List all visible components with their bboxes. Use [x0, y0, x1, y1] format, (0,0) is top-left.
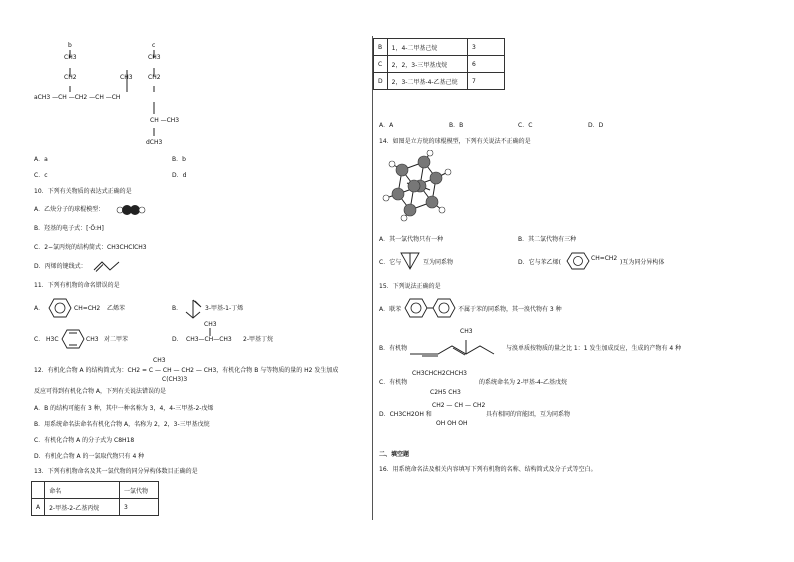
table-row: [374, 73, 505, 90]
q9-main-chain: aCH3 —CH —CH2 —CH —CH: [34, 94, 121, 101]
q11-c-name: 对二甲苯: [104, 336, 129, 343]
q12-option-c[interactable]: C．有机化合物 A 的分子式为 C8H18: [34, 437, 135, 444]
q11-a-name: 乙烯苯: [107, 305, 126, 312]
table-header-name: 命名: [45, 482, 120, 499]
biphenyl-icon: [404, 298, 456, 318]
q15-option-d-pre[interactable]: D．CH3CH2OH 和: [379, 411, 432, 418]
q12-top-ch3: CH3: [153, 357, 166, 364]
q15-d-top: CH2 — CH — CH2: [432, 402, 486, 409]
table-cell: B: [374, 39, 388, 56]
q13-table-continued: [373, 38, 505, 90]
propene-skeletal-icon: [92, 259, 122, 273]
table-row: [32, 499, 159, 516]
q11-b-name: 3-甲基-1-丁烯: [205, 305, 244, 312]
q15-b-ch3: CH3: [460, 328, 473, 335]
q14-stem: 14．如图是立方烷的球棍模型，下列有关说法不正确的是: [379, 138, 531, 145]
q11-option-d[interactable]: D．: [172, 336, 183, 343]
q9-ch3-c: CH3: [148, 54, 161, 61]
q10-stem: 10．下列有关物质的表达式正确的是: [34, 188, 132, 195]
q11-stem: 11．下列有机物的命名错误的是: [34, 282, 120, 289]
q9-dch3: dCH3: [146, 139, 163, 146]
q10-option-a[interactable]: A．乙炔分子的球棍模型：: [34, 206, 105, 213]
table-header-count: 一氯代物: [120, 482, 159, 499]
q11-option-b[interactable]: B．: [172, 305, 183, 312]
q9-option-b[interactable]: B．b: [172, 156, 186, 163]
q15-c-top: CH3CHCH2CHCH3: [412, 370, 467, 377]
q11-d-bond: [208, 328, 212, 336]
q11-d-name: 2-甲基丁烷: [243, 336, 273, 343]
q15-a-post: 不属于苯的同系物，其一溴代物有 3 种: [458, 306, 562, 313]
q10-option-b[interactable]: B．羟基的电子式：[·Ö:H]: [34, 225, 104, 232]
table-cell: 2-甲基-2-乙基丙烷: [45, 499, 120, 516]
q9-label-c: c: [152, 42, 156, 49]
q14-option-a[interactable]: A．其一氯代物只有一种: [379, 236, 444, 243]
q11-c-substituent: CH3: [86, 336, 99, 343]
table-cell: 2，3-二甲基-4-乙基己烷: [387, 73, 467, 90]
table-cell: 3: [468, 39, 505, 56]
q13-option-c[interactable]: C．C: [518, 122, 533, 129]
q13-table-top: [31, 481, 159, 516]
q14-option-c-pre[interactable]: C．它与: [379, 259, 402, 266]
q9-ch-ch3: CH —CH3: [150, 117, 180, 124]
q14-d-post: )互为同分异构体: [620, 259, 665, 266]
q14-option-d-pre[interactable]: D．它与苯乙烯(: [518, 259, 561, 266]
table-cell: [32, 482, 45, 499]
q9-ch3-mid: CH3: [120, 74, 133, 81]
q14-option-b[interactable]: B．其二氯代物有三种: [518, 236, 577, 243]
q11-option-c[interactable]: C．: [34, 336, 45, 343]
q10-option-d[interactable]: D．丙烯的键线式：: [34, 263, 87, 270]
q13-option-d[interactable]: D．D: [588, 122, 604, 129]
methylbutene-skeletal-icon: [184, 298, 204, 320]
q11-d-chain: CH3—CH—CH3: [186, 336, 232, 343]
q15-stem: 15．下列说法正确的是: [379, 283, 441, 290]
q15-d-bottom: OH OH OH: [436, 420, 468, 427]
q9-label-b: b: [68, 42, 72, 49]
q9-option-a[interactable]: A．a: [34, 156, 48, 163]
table-cell: D: [374, 73, 388, 90]
q9-option-c[interactable]: C．c: [34, 172, 48, 179]
table-cell: 2，2，3-三甲基戊烷: [387, 56, 467, 73]
q16-stem: 16．用系统命名法及相关内容填写下列有机物的名称、结构简式及分子式等空白。: [379, 466, 597, 473]
q15-b-post: 与溴单质按物质的量之比 1：1 发生加成反应，生成的产物有 4 种: [506, 345, 682, 352]
table-cell: 6: [468, 56, 505, 73]
table-cell: 3: [120, 499, 159, 516]
q14-c-post: 互为同系物: [423, 259, 454, 266]
table-cell: A: [32, 499, 45, 516]
q14-d-substituent: CH=CH2: [591, 255, 618, 262]
table-row: [32, 482, 159, 499]
q11-a-substituent: CH=CH2: [74, 305, 101, 312]
q9-option-d[interactable]: D．d: [172, 172, 187, 179]
q12-stem-line1: 12．有机化合物 A 的结构简式为：CH2 = C — CH — CH2 — CH3，有机化合物 B 与等物质的量的 H2 发生加成: [34, 367, 339, 374]
q15-b-diene-skeletal: [408, 336, 504, 362]
table-cell: 7: [468, 73, 505, 90]
acetylene-ball-stick-icon: [116, 203, 146, 217]
q12-option-d[interactable]: D．有机化合物 A 的一氯取代物只有 4 种: [34, 453, 145, 460]
q12-option-a[interactable]: A．B 的结构可能有 3 种，其中一种名称为 3，4，4-三甲基-2-戊烯: [34, 405, 214, 412]
cubane-ball-stick-icon: [374, 150, 464, 222]
q12-bottom-group: C(CH3)3: [162, 376, 188, 383]
q13-option-b[interactable]: B．B: [449, 122, 464, 129]
table-cell: C: [374, 56, 388, 73]
q13-option-a[interactable]: A．A: [379, 122, 394, 129]
styrene-ring-icon: [566, 252, 590, 270]
prismane-icon: [399, 251, 421, 271]
q11-c-substituent-left: H3C: [46, 336, 59, 343]
q12-option-b[interactable]: B．用系统命名法命名有机化合物 A，名称为 2，2，3-三甲基戊烷: [34, 421, 210, 428]
q15-c-post: 的系统命名为 2-甲基-4-乙基戊烷: [479, 379, 568, 386]
q9-ch3-b: CH3: [64, 54, 77, 61]
column-divider: [372, 36, 373, 520]
q15-d-post: 具有相同的官能团，互为同系物: [486, 411, 571, 418]
q11-option-a[interactable]: A．: [34, 305, 45, 312]
q10-option-c[interactable]: C．2−氯丙烷的结构简式：CH3CHClCH3: [34, 244, 147, 251]
q15-option-a-pre[interactable]: A．联苯: [379, 306, 402, 313]
q9-ch2-right: CH2: [148, 74, 161, 81]
xylene-ring-icon: [61, 329, 85, 349]
section-title: 二、填空题: [379, 451, 410, 458]
q15-c-bottom: C2H5 CH3: [430, 389, 461, 396]
q12-stem-line2: 反应可得到有机化合物 A，下列有关说法错误的是: [34, 388, 167, 395]
q13-stem: 13．下列有机物命名及其一氯代物的同分异构体数目正确的是: [34, 468, 198, 475]
table-row: [374, 39, 505, 56]
benzene-ring-icon: [48, 298, 72, 318]
q15-option-c-pre[interactable]: C．有机物: [379, 379, 408, 386]
table-cell: 1，4-二甲基己烷: [387, 39, 467, 56]
q9-ch2-left: CH2: [64, 74, 77, 81]
q11-d-ch3: CH3: [204, 321, 217, 328]
q15-option-b-pre[interactable]: B．有机物: [379, 345, 408, 352]
table-row: [374, 56, 505, 73]
